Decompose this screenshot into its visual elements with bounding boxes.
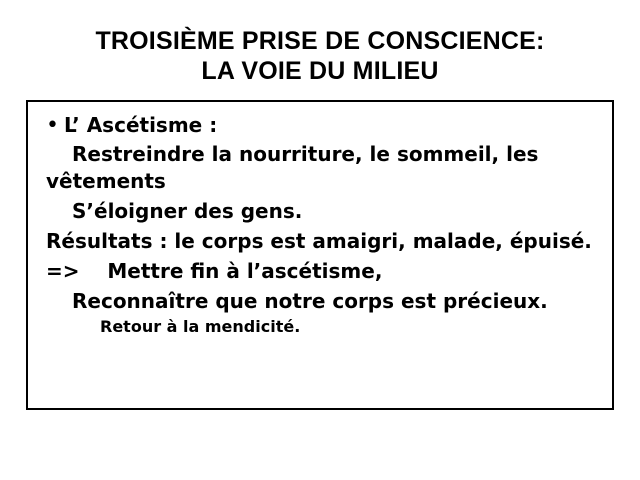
list-item-label: L’ Ascétisme : xyxy=(64,113,218,137)
body-line-1: Restreindre la nourriture, le sommeil, les xyxy=(72,142,539,166)
content-body xyxy=(38,112,602,339)
body-footnote: Retour à la mendicité. xyxy=(100,317,301,336)
body-line-6: Reconnaître que notre corps est précieux. xyxy=(72,289,548,313)
list-item xyxy=(38,112,602,139)
title-line-2: LA VOIE DU MILIEU xyxy=(201,57,439,85)
body-line-4: Résultats : le corps est amaigri, malade, épuisé. xyxy=(46,229,592,253)
body-line-3: S’éloigner des gens. xyxy=(72,199,303,223)
bullet-icon: • xyxy=(46,113,59,138)
content-box xyxy=(26,100,614,410)
body-line-2: vêtements xyxy=(46,169,166,193)
body-line-5: => Mettre fin à l’ascétisme, xyxy=(46,259,383,283)
slide-title xyxy=(0,0,640,86)
title-line-1: TROISIÈME PRISE DE CONSCIENCE: xyxy=(95,27,545,55)
